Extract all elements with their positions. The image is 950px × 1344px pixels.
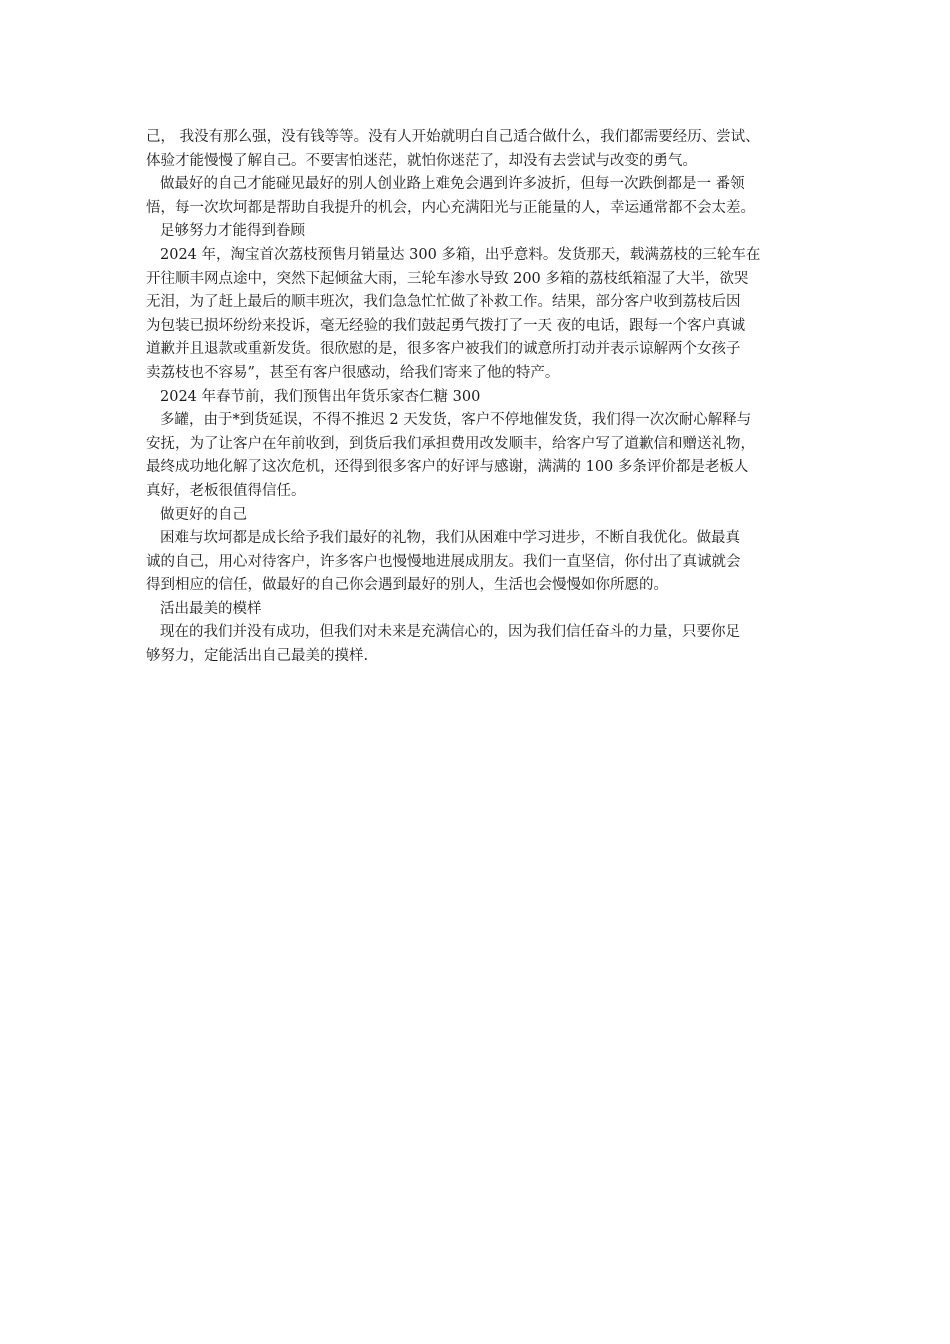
text-line: 为包装已损坏纷纷来投诉，毫无经验的我们鼓起勇气拨打了一天 夜的电话，跟每一个客户真诚 <box>146 317 746 334</box>
text-line: 2024 年春节前，我们预售出年货乐家杏仁糖 300 <box>160 388 481 405</box>
text-line: 够努力，定能活出自己最美的摸样. <box>146 648 369 665</box>
text-line: 安抚，为了让客户在年前收到，到货后我们承担费用改发顺丰，给客户写了道歉信和赠送礼物， <box>146 435 755 452</box>
text-line: 活出最美的模样 <box>160 600 262 617</box>
text-line: 困难与坎坷都是成长给予我们最好的礼物，我们从困难中学习进步，不断自我优化。做最真 <box>160 530 740 547</box>
text-line: 道歉并且退款或重新发货。很欣慰的是，很多客户被我们的诚意所打动并表示谅解两个女孩子 <box>146 341 741 358</box>
text-line: 体验才能慢慢了解自己。不要害怕迷茫，就怕你迷茫了，却没有去尝试与改变的勇气。 <box>146 152 697 169</box>
document-body <box>146 126 826 669</box>
text-line: 开往顺丰网点途中，突然下起倾盆大雨，三轮车渗水导致 200 多箱的荔枝纸箱湿了大半，欲哭 <box>146 270 749 287</box>
text-line: 多罐，由于*到货延误，不得不推迟 2 天发货，客户不停地催发货，我们得一次次耐心解释与 <box>160 412 752 429</box>
text-line: 真好，老板很值得信任。 <box>146 482 306 499</box>
text-line: 悟，每一次坎坷都是帮助自我提升的机会，内心充满阳光与正能量的人，幸运通常都不会太差。 <box>146 199 755 216</box>
text-line: 做更好的自己 <box>160 506 247 523</box>
text-line: 卖荔枝也不容易”，甚至有客户很感动，给我们寄来了他的特产。 <box>146 364 560 381</box>
text-line: 己， 我没有那么强，没有钱等等。没有人开始就明白自己适合做什么，我们都需要经历、尝试、 <box>146 129 760 145</box>
text-line: 做最好的自己才能碰见最好的别人创业路上难免会遇到许多波折，但每一次跌倒都是一 番领 <box>160 176 745 193</box>
text-line: 得到相应的信任，做最好的自己你会遇到最好的别人，生活也会慢慢如你所愿的。 <box>146 577 668 594</box>
text-line: 诚的自己，用心对待客户，许多客户也慢慢地进展成朋友。我们一直坚信，你付出了真诚就会 <box>146 553 741 570</box>
text-line: 最终成功地化解了这次危机，还得到很多客户的好评与感谢，满满的 100 多条评价都是老板人 <box>146 459 749 476</box>
text-line: 无泪，为了赶上最后的顺丰班次，我们急急忙忙做了补救工作。结果，部分客户收到荔枝后因 <box>146 294 741 311</box>
text-line: 足够努力才能得到眷顾 <box>160 223 305 240</box>
text-line: 现在的我们并没有成功，但我们对未来是充满信心的，因为我们信任奋斗的力量，只要你足 <box>160 624 740 641</box>
text-line: 2024 年，淘宝首次荔枝预售月销量达 300 多箱，出乎意料。发货那天，载满荔枝的三轮车在 <box>160 246 761 263</box>
